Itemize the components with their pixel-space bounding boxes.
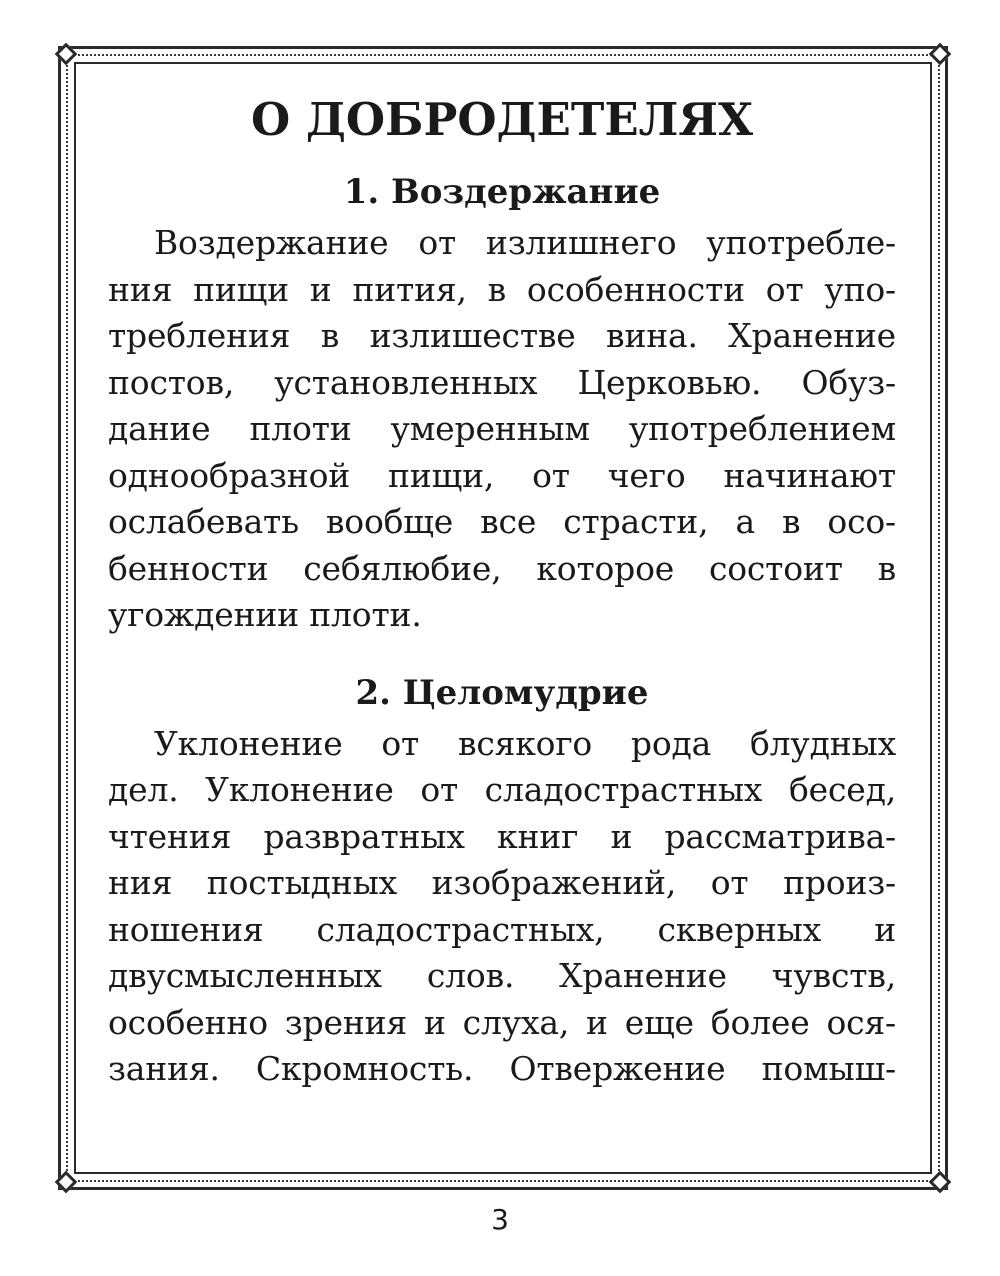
text-line: зания. Скромность. Отвержение помыш- (108, 1049, 896, 1088)
text-line: ния пищи и пития, в особенности от упо- (108, 269, 896, 309)
section-body-abstinence (108, 220, 896, 639)
text-line: дание плоти умеренным употреблением (108, 409, 896, 448)
text-line: бенности себялюбие, которое состоит в (108, 548, 896, 588)
text-line: двусмысленных слов. Хранение чувств, (108, 956, 896, 995)
text-line: требления в излишестве вина. Хранение (108, 316, 896, 355)
text-line: дел. Уклонение от сладострастных бесед, (108, 770, 896, 809)
text-line: постов, установленных Церковью. Обуз- (108, 362, 896, 402)
page-content (108, 86, 896, 1093)
section-heading-chastity: 2. Целомудрие (355, 672, 649, 713)
text-line: чтения развратных книг и рассматрива- (108, 816, 896, 856)
text-line: однообразной пищи, от чего начинают (108, 455, 896, 495)
text-line: Воздержание от излишнего употребле- (154, 223, 896, 262)
page-number: 3 (491, 1203, 509, 1236)
text-line: ношения сладострастных, скверных и (108, 909, 896, 949)
section-body-chastity (108, 721, 896, 1093)
text-line: ния постыдных изображений, от произ- (108, 863, 896, 902)
text-line: Уклонение от всякого рода блудных (154, 723, 896, 763)
page-title: О ДОБРОДЕТЕЛЯХ (250, 93, 754, 146)
text-line: ослабевать вообще все страсти, а в осо- (108, 502, 896, 541)
section-heading-abstinence: 1. Воздержание (343, 172, 661, 212)
text-line: угождении плоти. (108, 595, 422, 634)
text-line: особенно зрения и слуха, и еще более ося- (108, 1002, 896, 1042)
